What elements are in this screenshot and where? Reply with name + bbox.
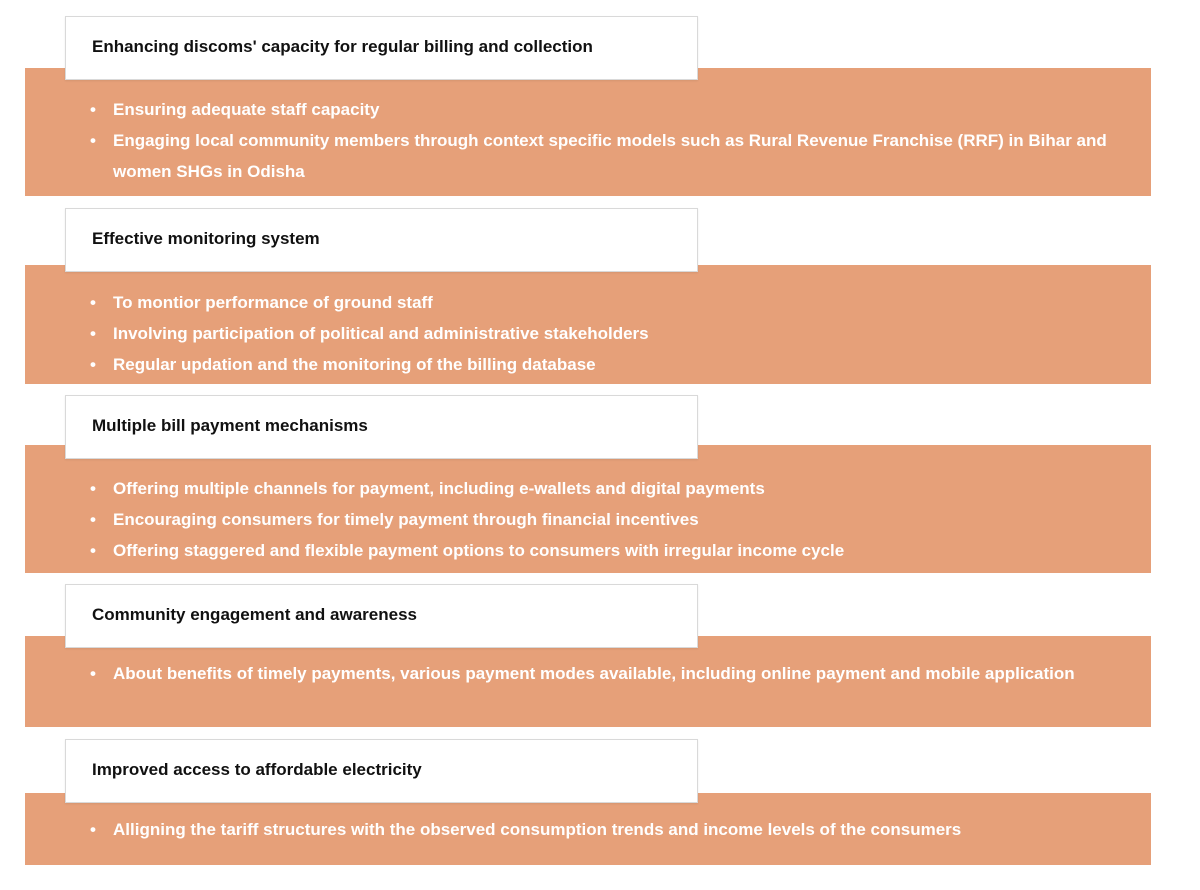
bullet-item: • Engaging local community members through context specific models such as Rural Revenue Franchise (RRF) in Bihar and women SHGs in Odisha xyxy=(90,125,1111,187)
section-band xyxy=(25,793,1151,865)
section-title: Enhancing discoms' capacity for regular billing and collection xyxy=(92,37,593,56)
section-heading-box xyxy=(65,395,698,459)
section-title: Improved access to affordable electricity xyxy=(92,760,422,779)
section-heading-box xyxy=(65,739,698,803)
section-band xyxy=(25,445,1151,573)
section-heading-box xyxy=(65,584,698,648)
bullet-list xyxy=(90,658,1111,689)
bullet-item: • About benefits of timely payments, various payment modes available, including online payment and mobile application xyxy=(90,658,1111,689)
section-title: Community engagement and awareness xyxy=(92,605,417,624)
section-band xyxy=(25,636,1151,727)
section-title: Multiple bill payment mechanisms xyxy=(92,416,368,435)
section-title: Effective monitoring system xyxy=(92,229,320,248)
bullet-item: • Offering staggered and flexible payment options to consumers with irregular income cycle xyxy=(90,535,1111,566)
section-heading-box xyxy=(65,208,698,272)
bullet-list xyxy=(90,814,1111,845)
bullet-item: • To montior performance of ground staff xyxy=(90,287,1111,318)
bullet-list xyxy=(90,473,1111,566)
section-heading-box xyxy=(65,16,698,80)
bullet-list xyxy=(90,94,1111,187)
bullet-item: • Ensuring adequate staff capacity xyxy=(90,94,1111,125)
bullet-item: • Encouraging consumers for timely payment through financial incentives xyxy=(90,504,1111,535)
bullet-item: • Regular updation and the monitoring of the billing database xyxy=(90,349,1111,380)
bullet-item: • Involving participation of political and administrative stakeholders xyxy=(90,318,1111,349)
bullet-item: • Alligning the tariff structures with the observed consumption trends and income levels of the consumers xyxy=(90,814,1111,845)
bullet-item: • Offering multiple channels for payment, including e-wallets and digital payments xyxy=(90,473,1111,504)
section-band xyxy=(25,265,1151,384)
bullet-list xyxy=(90,287,1111,380)
section-band xyxy=(25,68,1151,196)
